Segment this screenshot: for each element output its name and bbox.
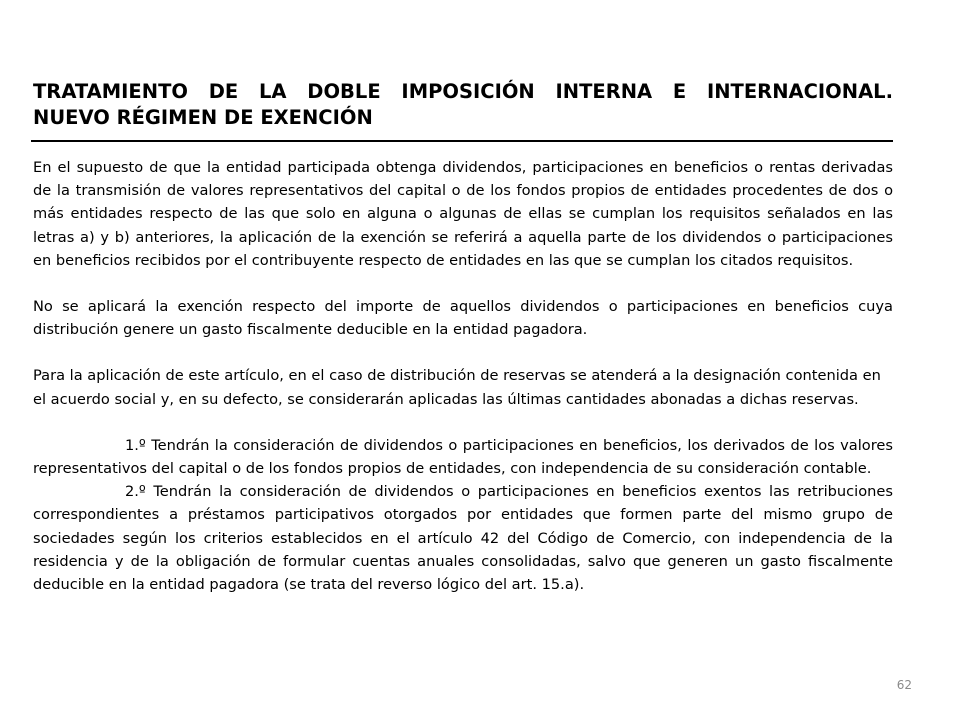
page-number: 62 <box>896 678 912 692</box>
paragraph-exemption-partial: En el supuesto de que la entidad participada obtenga dividendos, participaciones en beneficios o rentas derivadas de la transmisión de valores representativos del capital o de los fondos propios de entidades procedentes de dos o más entidades respecto de las que solo en alguna o algunas de ellas se cumplan los requisitos señalados en las letras a) y b) anteriores, la aplicación de la exención se referirá a aquella parte de los dividendos o participaciones en beneficios recibidos por el contribuyente respecto de entidades en las que se cumplan los citados requisitos. <box>33 159 893 269</box>
slide-title <box>33 79 893 131</box>
paragraph-point-2: 2.º Tendrán la consideración de dividendos o participaciones en beneficios exentos las retribuciones correspondientes a préstamos participativos otorgados por entidades que formen parte del mismo grupo de sociedades según los criterios establecidos en el artículo 42 del Código de Comercio, con independencia de la residencia y de la obligación de formular cuentas anuales consolidadas, salvo que generen un gasto fiscalmente deducible en la entidad pagadora (se trata del reverso lógico del art. 15.a). <box>33 483 893 594</box>
paragraph-point-1: 1.º Tendrán la consideración de dividendos o participaciones en beneficios, los derivados de los valores representativos del capital o de los fondos propios de entidades, con independencia de su consideración contable. <box>33 436 893 478</box>
paragraph-gap <box>33 272 893 295</box>
paragraph-reserves: Para la aplicación de este artículo, en el caso de distribución de reservas se atenderá a la designación contenida en el acuerdo social y, en su defecto, se considerarán aplicadas las últimas cantidades abonadas a dichas reservas. <box>33 367 881 408</box>
title-underline <box>31 140 893 142</box>
paragraph-exemption-exclusion: No se aplicará la exención respecto del importe de aquellos dividendos o participaciones en beneficios cuya distribución genere un gasto fiscalmente deducible en la entidad pagadora. <box>33 298 893 339</box>
title-line-2: NUEVO RÉGIMEN DE EXENCIÓN <box>33 106 373 129</box>
title-line-1: TRATAMIENTO DE LA DOBLE IMPOSICIÓN INTERNA E INTERNACIONAL. <box>33 80 893 103</box>
paragraph-gap <box>33 411 893 434</box>
slide-body <box>33 156 893 596</box>
paragraph-gap <box>33 341 893 364</box>
